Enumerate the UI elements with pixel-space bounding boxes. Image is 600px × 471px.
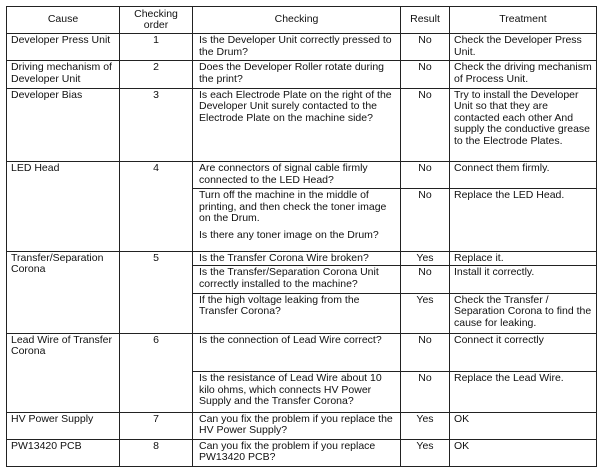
table-row bbox=[7, 162, 597, 189]
order-cell: 7 bbox=[120, 412, 193, 439]
checking-cell: Is the Developer Unit correctly pressed to the Drum? bbox=[193, 34, 401, 61]
treatment-cell: OK bbox=[450, 412, 597, 439]
table-row bbox=[7, 61, 597, 88]
cause-cell: Developer Bias bbox=[7, 88, 120, 162]
order-cell: 4 bbox=[120, 162, 193, 252]
treatment-cell: Replace it. bbox=[450, 251, 597, 266]
treatment-cell: Try to install the Developer Unit so that they are contacted each other And supply the conductive grease to the Electrode Plates. bbox=[450, 88, 597, 162]
table-row bbox=[7, 88, 597, 162]
cause-cell: PW13420 PCB bbox=[7, 439, 120, 466]
order-cell: 6 bbox=[120, 333, 193, 412]
result-cell: No bbox=[401, 266, 450, 293]
header-cause: Cause bbox=[7, 7, 120, 34]
treatment-cell: Connect them firmly. bbox=[450, 162, 597, 189]
header-checking: Checking bbox=[193, 7, 401, 34]
checking-cell: Does the Developer Roller rotate during the print? bbox=[193, 61, 401, 88]
checking-cell: Is the Transfer Corona Wire broken? bbox=[193, 251, 401, 266]
result-cell: No bbox=[401, 333, 450, 371]
checking-cell: Is the Transfer/Separation Corona Unit correctly installed to the machine? bbox=[193, 266, 401, 293]
checking-cell: Can you fix the problem if you replace the HV Power Supply? bbox=[193, 412, 401, 439]
checking-cell: Can you fix the problem if you replace PW13420 PCB? bbox=[193, 439, 401, 466]
checking-cell: If the high voltage leaking from the Transfer Corona? bbox=[193, 293, 401, 333]
order-cell: 1 bbox=[120, 34, 193, 61]
table-row bbox=[7, 34, 597, 61]
checking-text-question: Is there any toner image on the Drum? bbox=[199, 228, 379, 241]
result-cell: No bbox=[401, 372, 450, 412]
table-row bbox=[7, 439, 597, 466]
result-cell: Yes bbox=[401, 251, 450, 266]
order-cell: 3 bbox=[120, 88, 193, 162]
order-cell: 5 bbox=[120, 251, 193, 333]
checking-cell: Are connectors of signal cable firmly connected to the LED Head? bbox=[193, 162, 401, 189]
troubleshooting-table bbox=[6, 6, 597, 467]
cause-cell: Transfer/Separation Corona bbox=[7, 251, 120, 333]
treatment-cell: Check the driving mechanism of Process Unit. bbox=[450, 61, 597, 88]
cause-cell: Driving mechanism of Developer Unit bbox=[7, 61, 120, 88]
table-row bbox=[7, 251, 597, 266]
cause-cell: Developer Press Unit bbox=[7, 34, 120, 61]
table-row bbox=[7, 333, 597, 371]
table-row bbox=[7, 412, 597, 439]
checking-cell: Is the connection of Lead Wire correct? bbox=[193, 333, 401, 371]
treatment-cell: Install it correctly. bbox=[450, 266, 597, 293]
order-cell: 2 bbox=[120, 61, 193, 88]
checking-cell bbox=[193, 189, 401, 251]
result-cell: No bbox=[401, 88, 450, 162]
result-cell: No bbox=[401, 34, 450, 61]
result-cell: No bbox=[401, 61, 450, 88]
checking-cell: Is each Electrode Plate on the right of the Developer Unit surely contacted to the Electrode Plate on the machine side? bbox=[193, 88, 401, 162]
treatment-cell: Check the Developer Press Unit. bbox=[450, 34, 597, 61]
header-row bbox=[7, 7, 597, 34]
result-cell: Yes bbox=[401, 439, 450, 466]
treatment-cell: Connect it correctly bbox=[450, 333, 597, 371]
treatment-cell: OK bbox=[450, 439, 597, 466]
header-checking-order: Checking order bbox=[120, 7, 193, 34]
treatment-cell: Replace the Lead Wire. bbox=[450, 372, 597, 412]
checking-cell: Is the resistance of Lead Wire about 10 kilo ohms, which connects HV Power Supply and the Transfer Corona? bbox=[193, 372, 401, 412]
result-cell: Yes bbox=[401, 412, 450, 439]
treatment-cell: Check the Transfer / Separation Corona to find the cause for leaking. bbox=[450, 293, 597, 333]
header-result: Result bbox=[401, 7, 450, 34]
checking-text: Turn off the machine in the middle of printing, and then check the toner image on the Drum. bbox=[199, 189, 387, 225]
result-cell: No bbox=[401, 162, 450, 189]
cause-cell: LED Head bbox=[7, 162, 120, 252]
result-cell: Yes bbox=[401, 293, 450, 333]
result-cell: No bbox=[401, 189, 450, 251]
treatment-cell: Replace the LED Head. bbox=[450, 189, 597, 251]
cause-cell: Lead Wire of Transfer Corona bbox=[7, 333, 120, 412]
order-cell: 8 bbox=[120, 439, 193, 466]
header-treatment: Treatment bbox=[450, 7, 597, 34]
cause-cell: HV Power Supply bbox=[7, 412, 120, 439]
